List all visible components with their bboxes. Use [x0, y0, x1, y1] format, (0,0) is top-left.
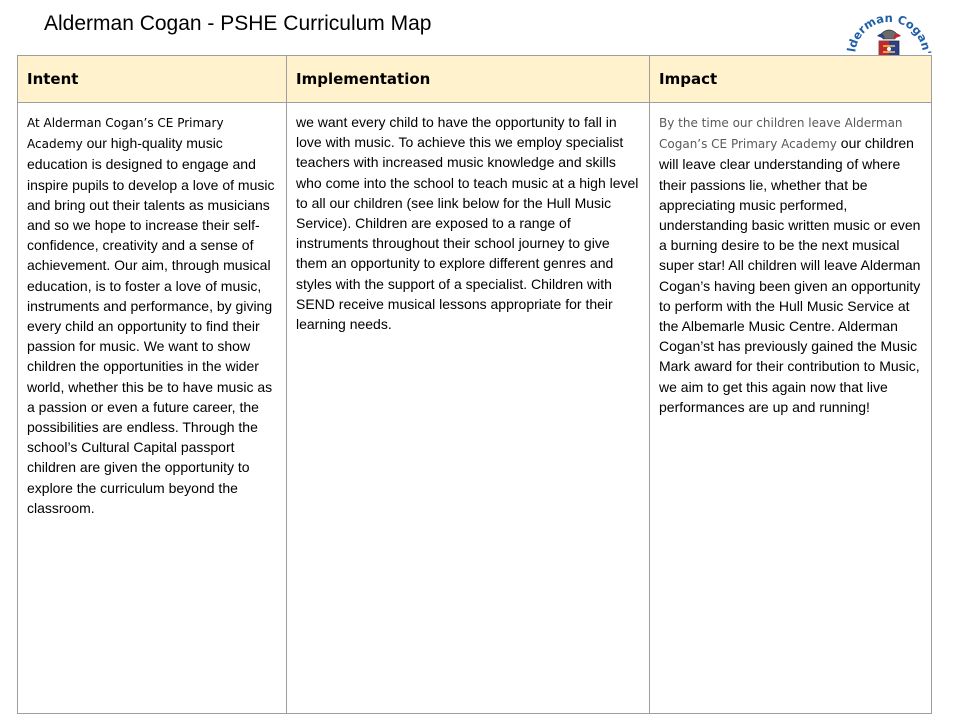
- intent-cell: [18, 103, 287, 714]
- header-impact: Impact: [650, 56, 932, 103]
- impact-body-text: our children will leave clear understanding of where their passions lie, whether that be appreciating music performed, understanding basic written music or even a burning desire to be the next musical super star! All children will leave Alderman Cogan’s having been given an opportunity to perform with the Hull Music Service at the Albemarle Music Centre. Alderman Cogan’st has previously gained the Music Mark award for their contribution to Music, we aim to get this again now that live performances are up and running!: [659, 135, 921, 415]
- page-title: Alderman Cogan - PSHE Curriculum Map: [44, 12, 432, 35]
- table-row: [18, 103, 932, 714]
- implementation-cell: [287, 103, 650, 714]
- impact-lead-text: By the time our children leave Alderman Cogan’s CE Primary Academy: [659, 116, 903, 152]
- header-intent: Intent: [18, 56, 287, 103]
- curriculum-map-table: [17, 55, 932, 714]
- implementation-body-text: we want every child to have the opportunity to fall in love with music. To achieve this we employ specialist teachers with increased music knowledge and skills who come into the school to teach music at a high level to all our children (see link below for the Hull Music Service). Children are exposed to a range of instruments throughout their school journey to give them an opportunity to explore different genres and styles with the support of a specialist. Children with SEND receive musical lessons appropriate for their learning needs.: [296, 114, 639, 333]
- table-header-row: [18, 56, 932, 103]
- logo-arc-text: lderman Cogan': [845, 12, 933, 55]
- intent-body-text: our high-quality music education is designed to engage and inspire pupils to develop a love of music and bring out their talents as musicians and so we hope to increase their self-confidence, creativity and a sense of achievement. Our aim, through musical education, is to foster a love of music, instruments and performance, by giving every child an opportunity to find their passion for music. We want to show children the opportunities in the wider world, whether this be to have music as a passion or even a future career, the possibilities are endless. Through the school’s Cultural Capital passport children are given the opportunity to explore the curriculum beyond the classroom.: [27, 135, 275, 516]
- impact-cell: [650, 103, 932, 714]
- header-implementation: Implementation: [287, 56, 650, 103]
- intent-lead-text: At Alderman Cogan’s CE Primary Academy: [27, 116, 224, 152]
